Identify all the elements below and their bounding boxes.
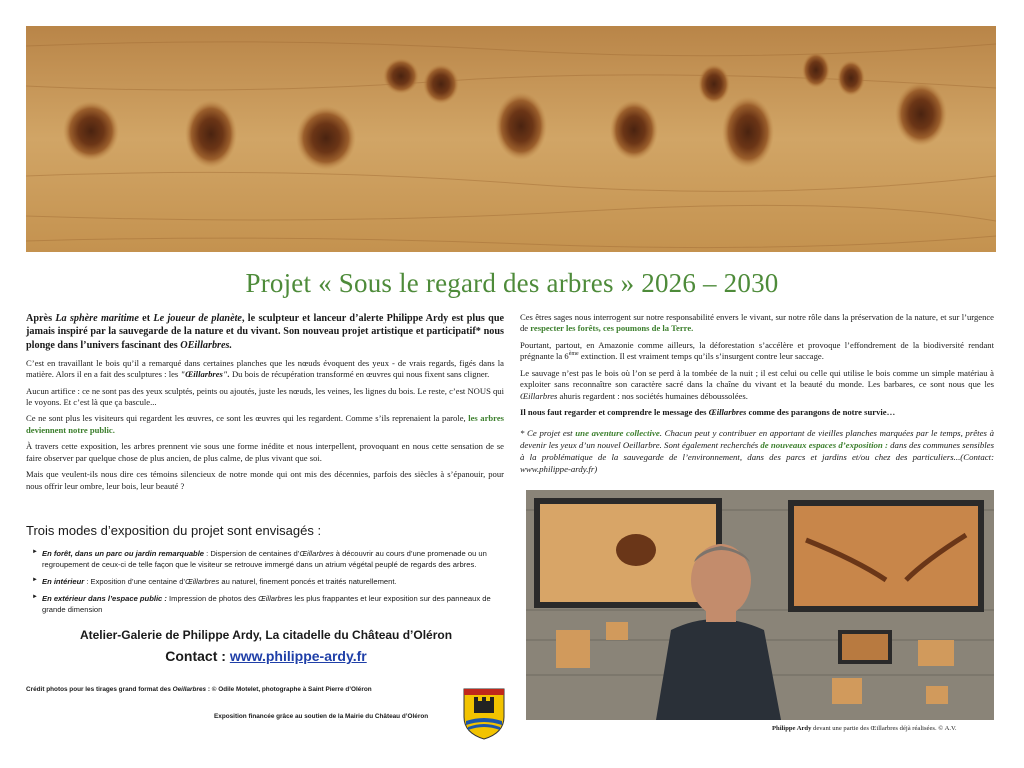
paragraph: Le sauvage n’est pas le bois où l’on se perd à la tombée de la nuit ; il est celui ou celle qui utilise le bois comme un simple matériau à exploiter sans reconnaître son caractère sacré dans la chaîne du vivant et la beauté du monde. Les barbares, ce sont nous que les Œillarbres ahuris regardent : nos sociétés humaines déboussolées. [520, 367, 994, 401]
right-column [520, 312, 994, 481]
artist-photo [526, 490, 994, 720]
list-item: ► En intérieur : Exposition d’une centaine d’Œillarbres au naturel, finement poncés et traités naturellement. [34, 576, 506, 587]
paragraph: C’est en travaillant le bois qu’il a remarqué dans certaines planches que les nœuds évoquent des yeux - de vrais regards, figés dans la matière. Alors il en a fait des sculptures : les "Œillarbres". Du bois de récupération transformé en œuvres qui nous fixent sans cligner. [26, 357, 504, 380]
paragraph: À travers cette exposition, les arbres prennent vie sous une forme inédite et nous interpellent, provoquant en nous cette sensation de se faire observer par quelque chose de plus ancien, de plus calme, de plus vivant que soi. [26, 441, 504, 463]
wood-banner-image [26, 26, 996, 252]
modes-heading: Trois modes d’exposition du projet sont envisagés : [26, 523, 322, 538]
website-link[interactable]: www.philippe-ardy.fr [229, 648, 367, 664]
list-item: ► En forêt, dans un parc ou jardin remarquable : Dispersion de centaines d’Œillarbres à découvrir au cours d’une promenade ou un regroupement de ceux-ci de telle façon que le visiteur se retrouve immergé dans un atrium végétal peuplé de regards des arbres. [34, 548, 506, 570]
list-item: ► En extérieur dans l’espace public : Impression de photos des Œillarbres les plus frappantes et leur exposition sur des panneaux de grande dimension [34, 593, 506, 615]
exhibition-modes [26, 523, 506, 621]
atelier-line: Atelier-Galerie de Philippe Ardy, La citadelle du Château d’Oléron [79, 628, 453, 642]
photo-credit: Crédit photos pour les tirages grand format des Oeillarbres : © Odile Motelet, photographe à Saint Pierre d’Oléron [26, 686, 372, 693]
funding-note: Exposition financée grâce au soutien de la Mairie du Château d’Oléron [214, 713, 429, 720]
paragraph: Ces êtres sages nous interrogent sur notre responsabilité envers le vivant, sur notre rôle dans la préservation de la nature, et sur l’urgence de respecter les forêts, ces poumons de la Terre. [520, 312, 994, 334]
paragraph: Ce ne sont plus les visiteurs qui regardent les œuvres, ce sont les œuvres qui les regardent. Comme s’ils reprenaient la parole, les arbres deviennent notre public. [26, 413, 504, 435]
contact-line: Contact : www.philippe-ardy.fr [165, 648, 367, 664]
lead-paragraph: Après La sphère maritime et Le joueur de planète, le sculpteur et lanceur d’alerte Philippe Ardy est plus que jamais inspiré par la sauvegarde de la nature et du vivant. Son nouveau projet artistique et participatif* nous plonge dans l’univers fascinant des OEillarbres. [26, 313, 505, 351]
paragraph: Il nous faut regarder et comprendre le message des Œillarbres comme des parangons de notre survie… [520, 406, 896, 417]
town-crest-icon [462, 687, 506, 741]
paragraph: Pourtant, partout, en Amazonie comme ailleurs, la déforestation s’accélère et provoque l’effondrement de la biodiversité rendant prégnante la 6ème extinction. Il est vraiment temps qu’ils s’insurgent contre leur saccage. [520, 339, 994, 362]
paragraph: Mais que veulent-ils nous dire ces témoins silencieux de notre monde qui ont mis des décennies, parfois des siècles à s’épanouir, pour nous offrir leur ombre, leur bois, leur beauté ? [26, 469, 504, 491]
left-column [26, 312, 504, 497]
paragraph: Aucun artifice : ce ne sont pas des yeux sculptés, peints ou ajoutés, juste les nœuds, les veines, les lignes du bois. Le reste, c’est NOUS qui le voyons. Et c’est là que ça bascule... [26, 385, 504, 408]
footnote-paragraph: * Ce projet est une aventure collective. Chacun peut y contribuer en apportant de vieilles planches marquées par le temps, prêtes à devenir les yeux d’un nouvel Oeillarbre. Sont également recherchés de nouveaux espaces d’exposition : dans des communes sensibles à la problématique de la sauvegarde de l’environnement, dans des parcs et jardins et/ou chez des particuliers...(Contact: www.philippe-ardy.fr) [520, 428, 994, 474]
page-title: Projet « Sous le regard des arbres » 2026 – 2030 [245, 268, 779, 298]
modes-list [26, 548, 506, 615]
photo-caption: Philippe Ardy devant une partie des Œillarbres déjà réalisées. © A.V. [772, 725, 957, 732]
